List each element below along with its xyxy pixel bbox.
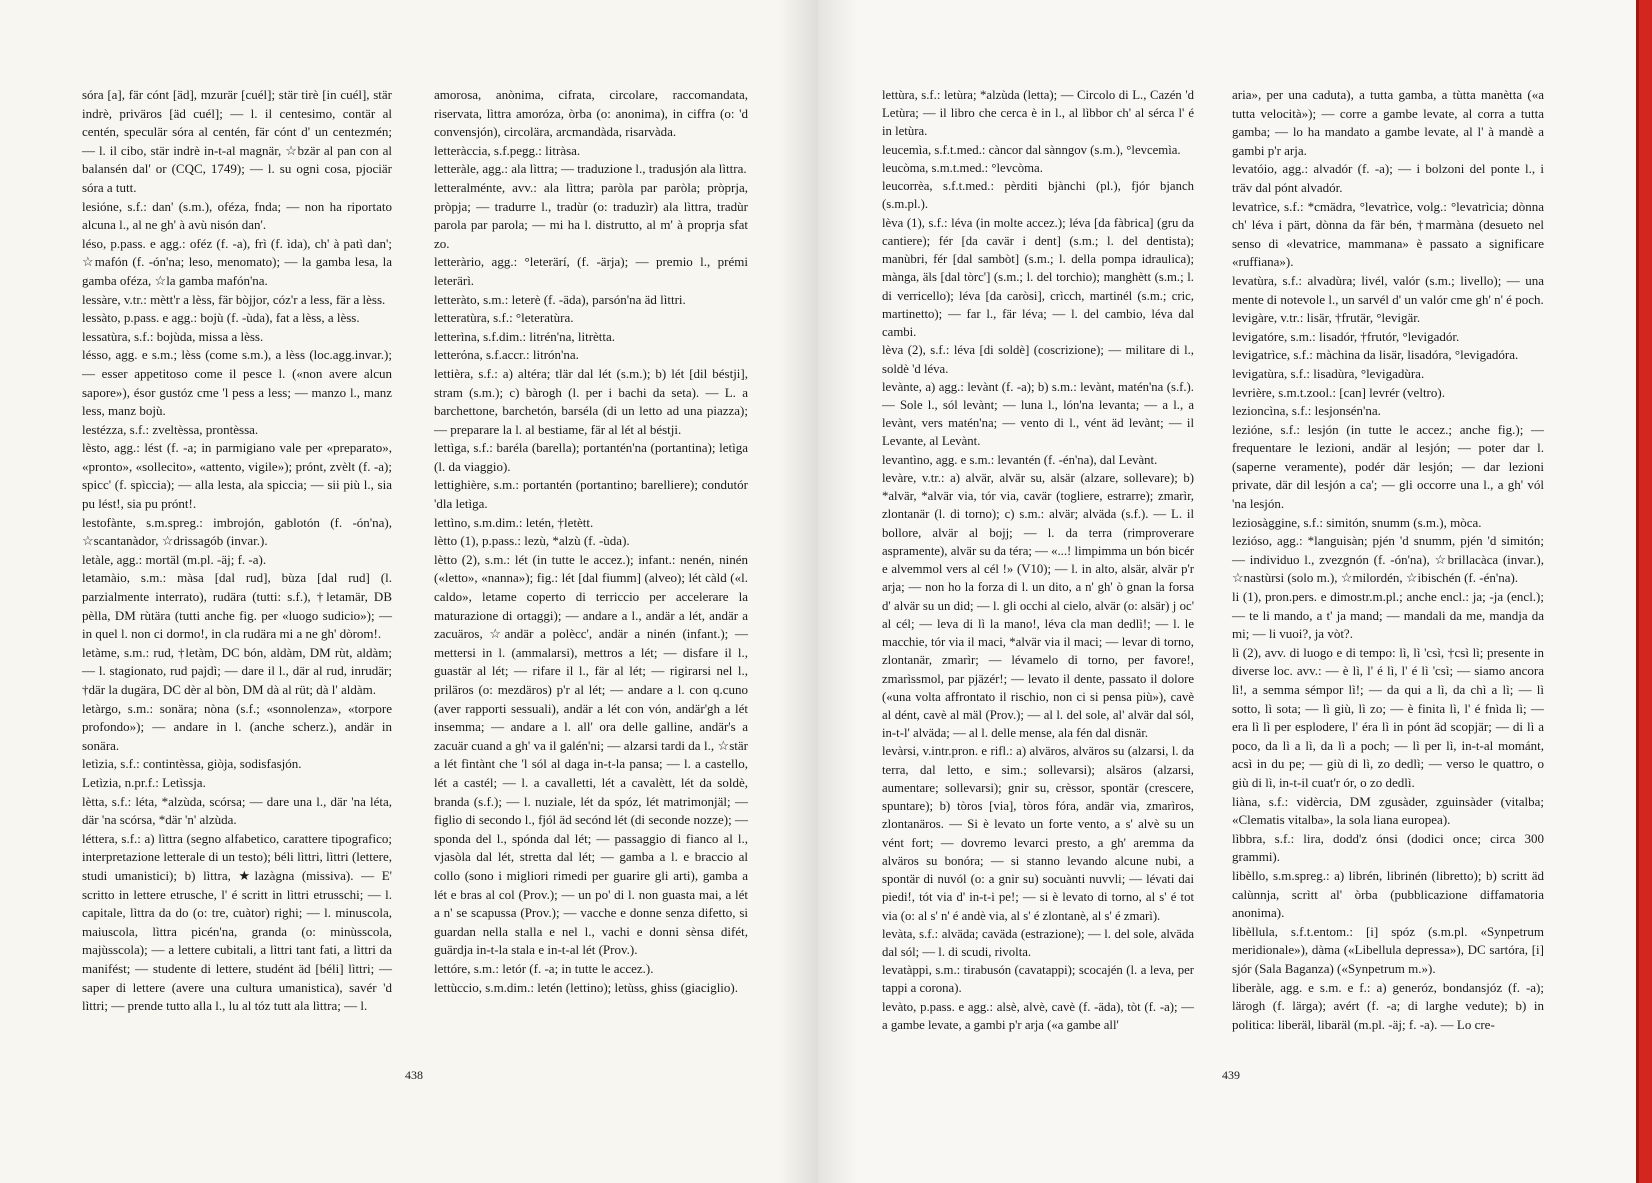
red-page-edge [1636, 0, 1652, 1183]
dictionary-entry: letàme, s.m.: rud, †letàm, DC bón, aldàm, DM rùt, aldàm; — l. stagionato, rud pajdì; — dare il l., där al rud, inrudär; †där la dugära, DC dèr al bòn, DM dà al rüt; dà l' aldàm. [82, 644, 392, 697]
dictionary-entry: levigàre, v.tr.: lisär, †frutär, °levigär. [1232, 310, 1421, 326]
dictionary-entry: libèllula, s.f.t.entom.: [i] spóz (s.m.pl. «Synpetrum meridionale»), dàma («Libellula depressa»), DC sartóra, [i] sjór (Sala Baganza) («Synpetrum m.»). [1232, 923, 1544, 976]
dictionary-entry: léttera, s.f.: a) lìttra (segno alfabetico, carattere tipografico; interpretazione letterale di un testo); béli lìttri, lìttri (lettere, studi umanistici); b) lìttra, ★lazàgna (missiva). — E' scritto in lettere etrusche, l' é scritt in lìttri etrusschi; — l. capitale, lìttra da do (o: tre, cuàtor) righi; — l. minuscola, maiuscola, lìttra picén'na, granda (o: minùsscola, majùsscola); — a lettere cubitali, a lìttri tant fati, a lìttri da manifést; — studente di lettere, studént äd [béli] lìttri; — saper di lettere (avere una cultura umanistica), savér 'd lìttri; — prende tutto alla l., lu al tóz tutt ala lìttra; — l. [82, 830, 392, 1014]
dictionary-entry: levrière, s.m.t.zool.: [can] levrér (veltro). [1232, 384, 1445, 400]
dictionary-entry: lessàto, p.pass. e agg.: bojù (f. -ùda), fat a lèss, a lèss. [82, 310, 360, 326]
gutter-shadow-left [778, 0, 818, 1183]
dictionary-entry: levàre, v.tr.: a) alvär, alvär su, alsär (alzare, sollevare); b) *alvär, *alvär via, tór via, cavär (togliere, estrarre); zmarìr, zlontanär (l. di torno); c) s.m.: alvär; alväda (s.f.). — L. il bollore, alvär al bojj; — l. da terra (rimproverare aspramente), alvär su da téra; — «...! limpimma un bón bicér e alvemmol vers al cél !» (V10); — l. in alto, alsär, alvär p'r arja; — non ho la forza di l. un dito, a n' gh' ò gnan la forsa d' alvär su un did; — l. gli occhi al cielo, alvär (o: alsär) j oc' al cél; — leva di lì la mano!, léva cla man dedlì!; — l. le macchie, tór via il maci, *alvär via il maci; — levar di torno, zlontanär, zmarìr; — lévamelo di torno, per favore!, zmarìssmol, par pjäzér!; — levato il dente, passato il dolore («una volta affrontato il rischio, non ci si pensa più»), cavè al dént, cavè al mäl (Prov.); — al l. del sole, al' alvär dal sól, in-t-l' alväda; — al l. delle mense, ala fén dal disnär. [882, 470, 1194, 741]
page-number-left: 438 [405, 1068, 423, 1082]
dictionary-entry: aria», per una caduta), a tutta gamba, a tùtta manètta («a tutta velocità»); — corre a gambe levate, al corra a tutta gamba; — lo ha mandato a gambe levate, al l' à mandè a gambi p'r arja. [1232, 87, 1544, 158]
dictionary-entry: letteratùra, s.f.: °leteratùra. [434, 310, 574, 326]
dictionary-entry: levàta, s.f.: alväda; caväda (estrazione); — l. del sole, alväda dal sól; — l. di scudi, rivolta. [882, 926, 1194, 960]
dictionary-entry: levàrsi, v.intr.pron. e rifl.: a) alväros, alväros su (alzarsi, l. da terra, dal letto, e sim.; sollevarsi); alsäros (alzarsi, aumentare; sollevarsi); gnir su, crèssor, spontär (crescere, spuntare); b) tòros [via], tòros fóra, andär via, zmarìros, zlontanäros. — Si è levato un forte vento, a s' alvè su un vént fort; — dovremo levarci presto, a gh' aremma da alväros su bonóra; — si stanno levando alcune nubi, a spontär di nuvól (o: a gnir su) socuànti nuvvli; — lévati dai piedi!, tót via d' in-t-i pe!; — si è levato di torno, al s' é tot via (o: al s' n' é andè via, al s' é zlontanè, al s' é zmarì). [882, 744, 1194, 923]
dictionary-entry: lettièra, s.f.: a) altéra; tlär dal lét (s.m.); b) lét [dil béstji], stram (s.m.); c) bàrogh (l. per i bachi da seta). — L. a barchettone, barchetón, barséla (di un letto ad una piazza); — preparare la l. al bestiame, fär al lét al béstji. [434, 365, 748, 437]
dictionary-entry: lettùra, s.f.: letùra; *alzùda (letta); — Circolo di L., Cazén 'd Letùra; — il libro che cerca è in l., al lìbbor ch' al sérca l' é in letùra. [882, 88, 1194, 139]
dictionary-entry: amorosa, anònima, cifrata, circolare, raccomandata, riservata, lìttra amoróza, òrba (o: anonima), in ciffra (o: 'd convensjón), circolära, arcmandàda, risarvàda. [434, 87, 748, 140]
dictionary-entry: levigatóre, s.m.: lisadór, †frutór, °levigadór. [1232, 328, 1460, 344]
dictionary-entry: leucòma, s.m.t.med.: °levcòma. [882, 160, 1043, 175]
dictionary-entry: levàto, p.pass. e agg.: alsè, alvè, cavè (f. -äda), tòt (f. -a); — a gambe levate, a gambi p'r arja («a gambe all' [882, 999, 1194, 1032]
dictionary-entry: lìbbra, s.f.: lira, dodd'z ónsi (dodici once; circa 300 grammi). [1232, 830, 1544, 865]
dictionary-entry: levatóio, agg.: alvadór (f. -a); — i bolzoni del ponte l., i träv dal pónt alvadór. [1232, 161, 1544, 195]
dictionary-entry: levatrìce, s.f.: *cmädra, °levatrìce, volg.: °levatrìcia; dònna ch' léva i pärt, dònna da fär bén, †marmàna (desueto nel senso di «levatrice, mammana» è passato a significare «ruffiana»). [1232, 198, 1544, 270]
page-number-right: 439 [1222, 1068, 1240, 1082]
dictionary-entry: lestofànte, s.m.spreg.: imbrojón, gablotón (f. -ón'na), ☆scantanàdor, ☆drissagób (invar.). [82, 514, 392, 549]
dictionary-entry: levigatùra, s.f.: lisadùra, °levigadùra. [1232, 365, 1425, 381]
dictionary-entry: letteràto, s.m.: leterè (f. -äda), parsón'na äd lìttri. [434, 291, 686, 307]
dictionary-entry: letàle, agg.: mortäl (m.pl. -äj; f. -a). [82, 551, 267, 567]
left-page-column-2 [434, 86, 748, 997]
dictionary-entry: lèva (1), s.f.: léva (in molte accez.); léva [da fàbrica] (gru da cantiere); fér [da cavär i dent] (s.m.; l. del dentista); manùbri, fér [dal sambòt] (s.m.; l. della pompa idraulica); mànga, äls [dal tòrc'] (s.m.; l. del torchio); manghètt (s.m.; l. di verricello); léva [da caròsi], crìcch, martinél (s.m.; cric, martinetto); — far l., fär léva; — l. del cambio, léva dal cambi. [882, 215, 1194, 340]
dictionary-entry: léso, p.pass. e agg.: oféz (f. -a), frì (f. ìda), ch' à patì dan'; ☆mafón (f. -ón'na; leso, menomato); — la gamba lesa, la gamba oféza, ☆la gamba mafón'na. [82, 235, 392, 288]
dictionary-entry: lettìga, s.f.: baréla (barella); portantén'na (portantina); letìga (l. da viaggio). [434, 440, 748, 474]
dictionary-entry: letterόna, s.f.accr.: litrón'na. [434, 347, 579, 363]
dictionary-entry: liàna, s.f.: vidèrcia, DM zgusàder, zguinsàder (vitalba; «Clematis vitalba», la sola liana europea). [1232, 793, 1544, 828]
dictionary-entry: lètta, s.f.: léta, *alzùda, scórsa; — dare una l., där 'na léta, där 'na scórsa, *där 'n' alzùda. [82, 793, 392, 828]
dictionary-entry: li (1), pron.pers. e dimostr.m.pl.; anche encl.: ja; -ja (encl.); — te li mando, a t' ja mand; — mandali da me, mandja da mi; — li vuoi?, ja vòt?. [1232, 589, 1544, 642]
dictionary-entry: lètto (2), s.m.: lét (in tutte le accez.); infant.: nenén, ninén («letto», «nanna»); fig.: lét [dal fiumm] (alveo); lét càld («l. caldo», letame coperto di terriccio per accelerare la maturazione di ortaggi); — andare a l., andär a lét, andär a zacuäros, ☆andär a polècc', andär a ninén (infant.); — mettersi in l. (ammalarsi), mettros a lét; — disfare il l., guastär al lét; — rifare il l., fär al lét; — rigirarsi nel l., priläros (o: mezdäros) p'r al lét; — andare a l. con q.cuno (aver rapporti sessuali), andär a lét con vón, andär'gh a lét insemma; — andare a l. all' ora delle galline, andär's a zacuär cuand a gh' va il galén'ni; — alzarsi tardi da l., ☆stär a lét fìntànt che 'l sól al daga in-t-la pansa; — l. a castello, lét a castél; — l. a cavalletti, lét a cavalètt, lét da soldè, branda (s.f.); — l. nuziale, lét da spóz, lét matrimonjäl; — figlio di secondo l., fjól äd secónd lét (di seconde nozze); — sponda del l., spónda dal lét; — passaggio di fianco al l., vjasòla dal lét, stretta dal lét; — gamba a l. e braccio al collo (sono i migliori rimedi per guarire gli arti), gamba a lét e bras al col (Prov.); — un po' di l. non guasta mai, a lét a n' se scapussa (Prov.); — vacche e donne senza difetto, si guardan nella stalla e nel l., vachi e donni sènsa difét, guärdja in-t-la stala e in-t-al lét (Prov.). [434, 551, 748, 958]
dictionary-entry: lettùccio, s.m.dim.: letén (lettino); letùss, ghiss (giaciglio). [434, 979, 739, 995]
dictionary-entry: sóra [a], fär cónt [äd], mzurär [cuél]; stär tirè [in cuél], stär indrè, priväros [äd cuél]; — l. il centesimo, contär al centén, speculär sóra al centén, fär cónt d' un centezmén; — l. il cibo, stär indrè in-t-al magnär, ☆bzär al pan con al balansén dal' or (CQC, 1749); — l. su ogni cosa, pjociär sóra a tutt. [82, 87, 392, 195]
dictionary-entry: lezióne, s.f.: lesjón (in tutte le accez.; anche fig.); — frequentare le lezioni, andär al lesjón; — poter dar l. (saperne veramente), podér där lesjón; — dar lezioni private, där dil lesjón a ca'; — gli occorre una l., a gh' vól 'na lesjón. [1232, 421, 1544, 512]
dictionary-entry: levatùra, s.f.: alvadùra; livél, valór (s.m.; livello); — una mente di notevole l., un sarvél d' un valór cme gh' n' é poch. [1232, 272, 1544, 307]
dictionary-entry: letteràccia, s.f.pegg.: litràsa. [434, 142, 581, 158]
dictionary-entry: letterìna, s.f.dim.: litrén'na, litrètta. [434, 328, 616, 344]
dictionary-entry: lezióso, agg.: *languisàn; pjén 'd snumm, pjén 'd simitón; — individuo l., zvezgnón (f. -ón'na), ☆brillacàca (invar.), ☆nastùrsi (solo m.), ☆milordén, ☆ibischén (f. -én'na). [1232, 533, 1544, 586]
dictionary-entry: letìzia, s.f.: contintèssa, giòja, sodisfasjón. [82, 756, 302, 772]
dictionary-entry: lettighière, s.m.: portantén (portantino; barelliere); condutór 'dla letìga. [434, 477, 748, 512]
dictionary-entry: lessàre, v.tr.: mètt'r a lèss, fär bòjjor, cóz'r a less, fär a lèss. [82, 291, 386, 307]
dictionary-entry: lètto (1), p.pass.: lezù, *alzù (f. -ùda). [434, 533, 630, 549]
dictionary-entry: letàrgo, s.m.: sonära; nòna (s.f.; «sonnolenza», «torpore profondo»); — andare in l. (anche scherz.), andär in sonära. [82, 700, 392, 753]
dictionary-entry: libèllo, s.m.spreg.: a) librén, librinén (libretto); b) scritt äd calùnnja, scrìtt al' òrba (pubblicazione diffamatoria anonima). [1232, 867, 1544, 921]
dictionary-entry: Letìzia, n.pr.f.: Letìssja. [82, 774, 206, 790]
dictionary-entry: levànte, a) agg.: levànt (f. -a); b) s.m.: levànt, matén'na (s.f.). — Sole l., sól levànt; — luna l., lón'na levanta; — a l., a levànt, vers matén'na; — vento di l., vént äd levànt; — il Levante, al Levànt. [882, 379, 1194, 449]
dictionary-entry: levigatrìce, s.f.: màchina da lisär, lisadóra, °levigadóra. [1232, 347, 1519, 363]
dictionary-entry: letteralménte, avv.: ala lìttra; paròla par paròla; pròprja, pròpja; — tradurre l., tradùr (o: traduzìr) ala lìttra, tradùr parola par parola; — mi ha l. distrutto, al m' à proprja sfat zo. [434, 179, 748, 251]
dictionary-entry: lésso, agg. e s.m.; lèss (come s.m.), a lèss (loc.agg.invar.); — esser appetitoso come il pesce l. («non avere alcun sapore»), ésor gustóz cme 'l pess a less; — manzo l., manz less, manz bojù. [82, 347, 392, 419]
right-page-column-1 [882, 86, 1194, 1034]
dictionary-entry: levatàppi, s.m.: tirabusón (cavatappi); scocajén (l. a leva, per tappi a corona). [882, 963, 1194, 996]
dictionary-entry: lestézza, s.f.: zveltèssa, prontèssa. [82, 421, 259, 437]
dictionary-entry: lèva (2), s.f.: léva [di soldè] (coscrizione); — militare di l., soldè 'd léva. [882, 343, 1194, 376]
dictionary-entry: letamàio, s.m.: màsa [dal rud], bùza [dal rud] (l. parzialmente interrato), rudära (tutti: s.f.), †letamär, DB pèlla, DM rùtära (tutti anche fig. per «luogo sudicio»); — in quel l. non ci dormo!, in cla rudära mi a ne gh' dòrom!. [82, 570, 392, 642]
right-page-column-2 [1232, 86, 1544, 1034]
dictionary-entry: lettìno, s.m.dim.: letén, †letètt. [434, 514, 594, 530]
dictionary-entry: lèsto, agg.: lést (f. -a; in parmigiano vale per «preparato», «pronto», «sollecito», «attento, vigile»); prónt, zvèlt (f. -a); spicc' (f. spìccia); — alla lesta, ala spiccia; — sii più l., sia pu lést!, sia pu prónt!. [82, 440, 392, 512]
left-page-column-1 [82, 86, 392, 1016]
dictionary-entry: leucorrèa, s.f.t.med.: pèrditi bjànchi (pl.), fjór bjanch (s.m.pl.). [882, 179, 1194, 212]
dictionary-entry: lesióne, s.f.: dan' (s.m.), oféza, fnda; — non ha riportato alcuna l., al ne gh' à avù nisón dan'. [82, 198, 392, 233]
dictionary-entry: leziosàggine, s.f.: simitón, snumm (s.m.), mòca. [1232, 514, 1482, 530]
dictionary-entry: leucemìa, s.f.t.med.: càncor dal sànngov (s.m.), °levcemìa. [882, 142, 1181, 157]
dictionary-entry: levantìno, agg. e s.m.: levantén (f. -én'na), dal Levànt. [882, 452, 1158, 467]
dictionary-entry: lessatùra, s.f.: bojùda, missa a lèss. [82, 328, 264, 344]
dictionary-entry: liberàle, agg. e s.m. e f.: a) generóz, bondansjóz (f. -a); lärogh (f. lärga); avért (f. -a; di larghe vedute); b) in politica: liberäl, libaräl (m.pl. -äj; f. -a). — Lo cre- [1232, 979, 1544, 1032]
gutter-shadow-right [818, 0, 858, 1183]
dictionary-entry: lezioncìna, s.f.: lesjonsén'na. [1232, 403, 1381, 419]
dictionary-entry: letteràle, agg.: ala lìttra; — traduzione l., tradusjón ala lìttra. [434, 161, 747, 177]
dictionary-entry: lì (2), avv. di luogo e di tempo: lì, lì 'csì, †csì lì; presente in diverse loc. avv.: — è lì, l' é lì, l' é lì 'csì; — siamo ancora lì!, a semma sémpor lì!; — da qui a lì, da chì a lì; — lì sotto, lì sota; — lì giù, lì zo; — è finita lì, l' é fnìda lì; — era lì lì per esplodere, l' éra lì in pónt äd scopjär; — di lì a poco, da lì a lì, da lì a poch; — lì per lì, in-t-al mománt, acsì in du pe; — giù di lì, zo dedlì; — verso le quattro, o giù di lì, in-t-il cuat'r ór, o zo dedlì. [1232, 644, 1544, 790]
dictionary-entry: letteràrio, agg.: °leterärí, (f. -ärja); — premio l., prémi leterärì. [434, 254, 748, 288]
dictionary-entry: lettóre, s.m.: letór (f. -a; in tutte le accez.). [434, 960, 654, 976]
